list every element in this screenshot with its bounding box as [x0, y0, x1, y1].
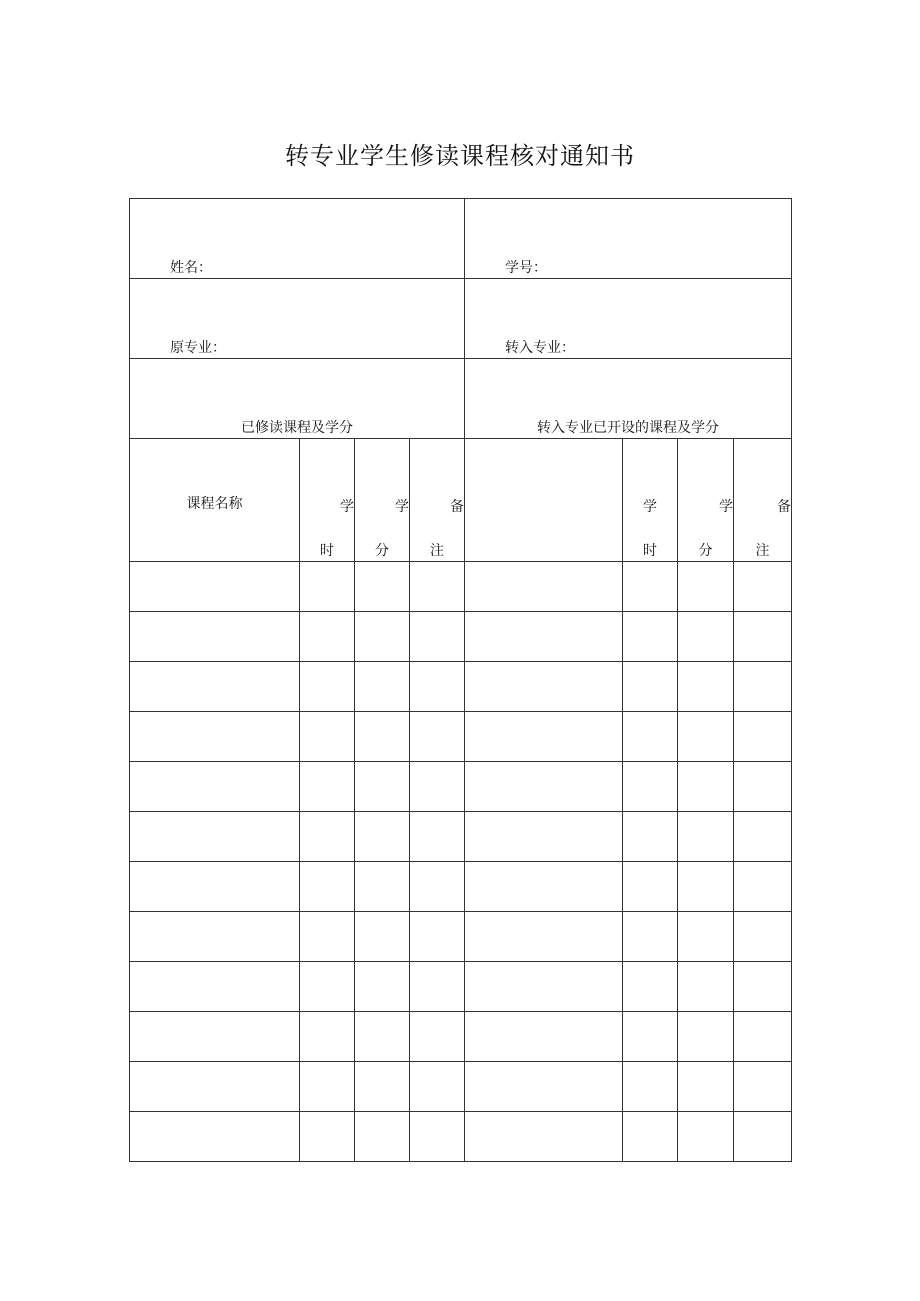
offered-course-name-header — [465, 439, 623, 562]
table-row — [130, 1012, 792, 1062]
table-row — [130, 812, 792, 862]
completed-remarks-cell[interactable] — [410, 662, 465, 712]
completed-course-name-cell[interactable] — [130, 912, 300, 962]
offered-credits-cell[interactable] — [678, 712, 734, 762]
offered-remarks-cell[interactable] — [734, 862, 792, 912]
course-rows — [130, 562, 792, 1162]
completed-course-name-cell[interactable] — [130, 562, 300, 612]
page-title: 转专业学生修读课程核对通知书 — [285, 142, 635, 170]
offered-credits-cell[interactable] — [678, 1012, 734, 1062]
remarks-header-top: 备 — [450, 499, 464, 515]
completed-course-name-cell[interactable] — [130, 762, 300, 812]
completed-course-name-cell[interactable] — [130, 612, 300, 662]
completed-hours-cell[interactable] — [300, 962, 355, 1012]
hours-header-bottom: 时 — [320, 543, 334, 559]
completed-hours-cell[interactable] — [300, 712, 355, 762]
offered-course-name-cell[interactable] — [465, 662, 623, 712]
completed-remarks-cell[interactable] — [410, 1112, 465, 1162]
completed-hours-cell[interactable] — [300, 1112, 355, 1162]
table-row — [130, 662, 792, 712]
offered-hours-cell[interactable] — [623, 562, 678, 612]
original-major-label: 原专业： — [170, 340, 226, 356]
completed-credits-cell[interactable] — [355, 912, 410, 962]
offered-hours-cell[interactable] — [623, 1062, 678, 1112]
completed-course-name-cell[interactable] — [130, 662, 300, 712]
hours-header-right — [623, 439, 678, 562]
completed-course-name-cell[interactable] — [130, 712, 300, 762]
offered-course-name-cell[interactable] — [465, 612, 623, 662]
completed-hours-cell[interactable] — [300, 762, 355, 812]
completed-course-name-cell[interactable] — [130, 862, 300, 912]
completed-remarks-cell[interactable] — [410, 1062, 465, 1112]
offered-remarks-cell[interactable] — [734, 762, 792, 812]
completed-courses-section — [130, 359, 465, 439]
course-name-header-label: 课程名称 — [186, 496, 243, 512]
table-row — [130, 862, 792, 912]
course-name-header — [130, 439, 300, 562]
completed-credits-cell[interactable] — [355, 962, 410, 1012]
table-row — [130, 612, 792, 662]
offered-remarks-cell[interactable] — [734, 812, 792, 862]
table-row — [130, 1062, 792, 1112]
hours-header-left — [300, 439, 355, 562]
offered-hours-cell[interactable] — [623, 862, 678, 912]
offered-course-name-cell[interactable] — [465, 562, 623, 612]
table-row — [130, 962, 792, 1012]
new-major-field[interactable] — [465, 279, 792, 359]
completed-credits-cell[interactable] — [355, 712, 410, 762]
offered-credits-cell[interactable] — [678, 562, 734, 612]
completed-remarks-cell[interactable] — [410, 562, 465, 612]
completed-course-name-cell[interactable] — [130, 1062, 300, 1112]
completed-credits-cell[interactable] — [355, 1112, 410, 1162]
offered-course-name-cell[interactable] — [465, 812, 623, 862]
offered-course-name-cell[interactable] — [465, 912, 623, 962]
offered-course-name-cell[interactable] — [465, 712, 623, 762]
remarks-header-right — [734, 439, 792, 562]
offered-credits-cell[interactable] — [678, 612, 734, 662]
offered-credits-cell[interactable] — [678, 762, 734, 812]
credits-header-top: 学 — [395, 499, 409, 515]
credits-header-top: 学 — [719, 499, 733, 515]
completed-hours-cell[interactable] — [300, 612, 355, 662]
table-row — [130, 1112, 792, 1162]
completed-hours-cell[interactable] — [300, 912, 355, 962]
completed-course-name-cell[interactable] — [130, 1112, 300, 1162]
offered-hours-cell[interactable] — [623, 1112, 678, 1162]
completed-remarks-cell[interactable] — [410, 912, 465, 962]
info-row-major — [130, 279, 792, 359]
remarks-header-bottom: 注 — [755, 543, 770, 559]
offered-course-name-cell[interactable] — [465, 1062, 623, 1112]
offered-remarks-cell[interactable] — [734, 562, 792, 612]
offered-remarks-cell[interactable] — [734, 662, 792, 712]
offered-hours-cell[interactable] — [623, 962, 678, 1012]
completed-course-name-cell[interactable] — [130, 812, 300, 862]
hours-header-bottom: 时 — [643, 543, 657, 559]
column-header-row — [130, 439, 792, 562]
remarks-header-top: 备 — [777, 499, 791, 515]
offered-remarks-cell[interactable] — [734, 962, 792, 1012]
offered-course-name-cell[interactable] — [465, 962, 623, 1012]
offered-hours-cell[interactable] — [623, 662, 678, 712]
offered-remarks-cell[interactable] — [734, 1012, 792, 1062]
completed-credits-cell[interactable] — [355, 562, 410, 612]
completed-credits-cell[interactable] — [355, 762, 410, 812]
name-field[interactable] — [130, 199, 465, 279]
remarks-header-bottom: 注 — [430, 543, 444, 559]
completed-credits-cell[interactable] — [355, 1012, 410, 1062]
table-row — [130, 762, 792, 812]
new-major-label: 转入专业： — [505, 340, 575, 356]
table-row — [130, 912, 792, 962]
table-row — [130, 712, 792, 762]
completed-credits-cell[interactable] — [355, 862, 410, 912]
offered-hours-cell[interactable] — [623, 612, 678, 662]
hours-header-top: 学 — [340, 499, 354, 515]
student-id-label: 学号： — [505, 260, 547, 276]
completed-credits-cell[interactable] — [355, 1062, 410, 1112]
completed-credits-cell[interactable] — [355, 812, 410, 862]
completed-hours-cell[interactable] — [300, 812, 355, 862]
offered-credits-cell[interactable] — [678, 662, 734, 712]
info-row-name — [130, 199, 792, 279]
completed-hours-cell[interactable] — [300, 1012, 355, 1062]
table-row — [130, 562, 792, 612]
completed-course-name-cell[interactable] — [130, 1012, 300, 1062]
offered-hours-cell[interactable] — [623, 1012, 678, 1062]
offered-course-name-cell[interactable] — [465, 1012, 623, 1062]
completed-credits-cell[interactable] — [355, 612, 410, 662]
hours-header-top: 学 — [643, 499, 657, 515]
offered-credits-cell[interactable] — [678, 862, 734, 912]
completed-remarks-cell[interactable] — [410, 1012, 465, 1062]
completed-courses-heading: 已修读课程及学分 — [241, 420, 353, 436]
completed-remarks-cell[interactable] — [410, 762, 465, 812]
offered-credits-cell[interactable] — [678, 1062, 734, 1112]
completed-remarks-cell[interactable] — [410, 862, 465, 912]
credits-header-left — [355, 439, 410, 562]
offered-credits-cell[interactable] — [678, 812, 734, 862]
offered-course-name-cell[interactable] — [465, 862, 623, 912]
completed-hours-cell[interactable] — [300, 1062, 355, 1112]
completed-credits-cell[interactable] — [355, 662, 410, 712]
offered-courses-section — [465, 359, 792, 439]
offered-hours-cell[interactable] — [623, 712, 678, 762]
offered-remarks-cell[interactable] — [734, 912, 792, 962]
offered-credits-cell[interactable] — [678, 912, 734, 962]
student-id-field[interactable] — [465, 199, 792, 279]
offered-remarks-cell[interactable] — [734, 612, 792, 662]
original-major-field[interactable] — [130, 279, 465, 359]
section-header-row — [130, 359, 792, 439]
remarks-header-left — [410, 439, 465, 562]
completed-remarks-cell[interactable] — [410, 712, 465, 762]
completed-hours-cell[interactable] — [300, 562, 355, 612]
name-label: 姓名： — [170, 260, 212, 276]
offered-remarks-cell[interactable] — [734, 1112, 792, 1162]
completed-remarks-cell[interactable] — [410, 812, 465, 862]
offered-courses-heading: 转入专业已开设的课程及学分 — [537, 420, 719, 436]
completed-remarks-cell[interactable] — [410, 962, 465, 1012]
offered-credits-cell[interactable] — [678, 1112, 734, 1162]
offered-course-name-cell[interactable] — [465, 1112, 623, 1162]
offered-remarks-cell[interactable] — [734, 712, 792, 762]
offered-hours-cell[interactable] — [623, 812, 678, 862]
credits-header-bottom: 分 — [698, 543, 713, 559]
completed-course-name-cell[interactable] — [130, 962, 300, 1012]
completed-hours-cell[interactable] — [300, 662, 355, 712]
offered-remarks-cell[interactable] — [734, 1062, 792, 1112]
offered-hours-cell[interactable] — [623, 912, 678, 962]
offered-credits-cell[interactable] — [678, 962, 734, 1012]
offered-course-name-cell[interactable] — [465, 762, 623, 812]
completed-hours-cell[interactable] — [300, 862, 355, 912]
credits-header-bottom: 分 — [375, 543, 389, 559]
course-verification-form — [129, 198, 792, 1162]
credits-header-right — [678, 439, 734, 562]
completed-remarks-cell[interactable] — [410, 612, 465, 662]
offered-hours-cell[interactable] — [623, 762, 678, 812]
